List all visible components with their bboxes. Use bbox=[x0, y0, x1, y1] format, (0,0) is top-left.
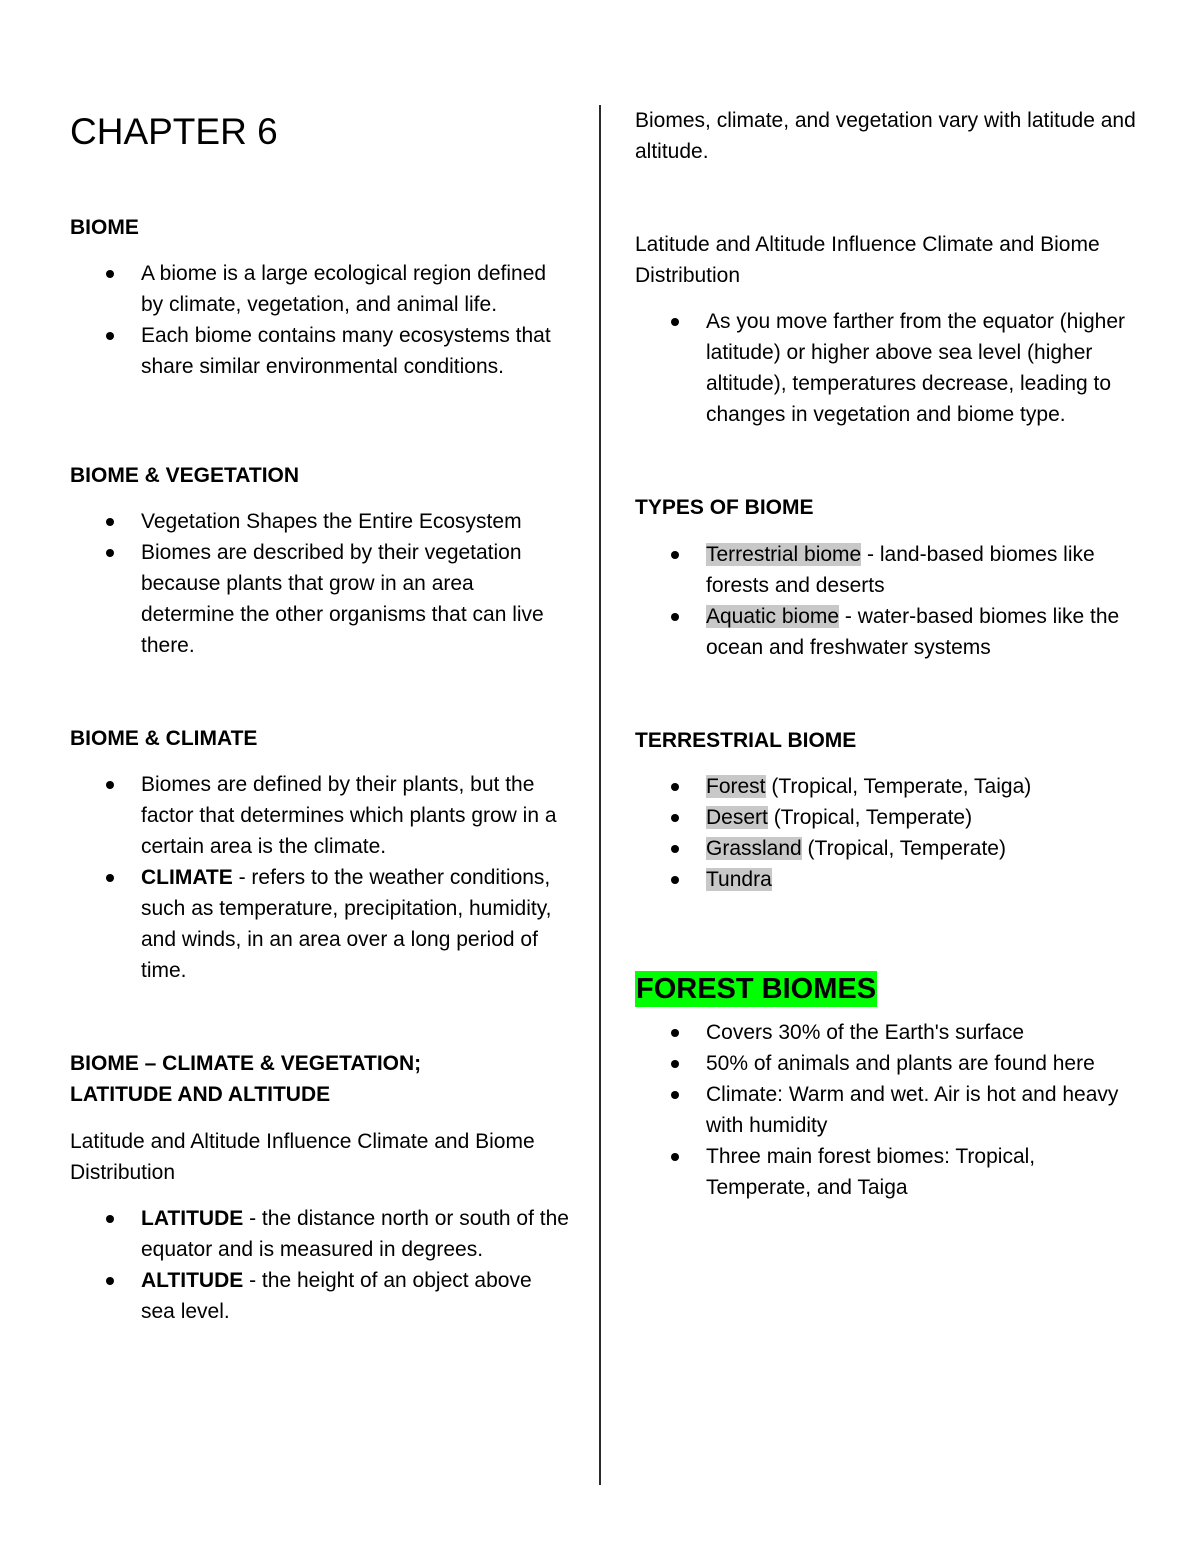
section-heading-climate-vegetation-line1: BIOME – CLIMATE & VEGETATION; bbox=[70, 1052, 422, 1075]
bullet-icon bbox=[671, 1153, 679, 1161]
bullet-icon bbox=[106, 549, 114, 557]
latitude-intro-text: Latitude and Altitude Influence Climate and Biome Distribution bbox=[70, 1130, 535, 1184]
list-item: Climate: Warm and wet. Air is hot and heavy with humidity bbox=[635, 1079, 1145, 1141]
list-item: Terrestrial biome - land-based biomes like forests and deserts bbox=[635, 539, 1145, 601]
bullet-icon bbox=[106, 518, 114, 526]
list-item: A biome is a large ecological region defined by climate, vegetation, and animal life. bbox=[70, 258, 570, 320]
bullet-icon bbox=[671, 783, 679, 791]
climate-list bbox=[70, 769, 570, 986]
latitude-list bbox=[70, 1203, 570, 1327]
term-aquatic-biome: Aquatic biome bbox=[706, 605, 840, 628]
section-heading-biome-climate: BIOME & CLIMATE bbox=[70, 727, 258, 750]
bullet-icon bbox=[671, 613, 679, 621]
section-heading-latitude-altitude-line2: LATITUDE AND ALTITUDE bbox=[70, 1083, 331, 1106]
term-desert: Desert bbox=[706, 806, 768, 829]
list-item: 50% of animals and plants are found here bbox=[635, 1048, 1145, 1079]
terrestrial-list bbox=[635, 771, 1145, 895]
list-item: ALTITUDE - the height of an object above sea level. bbox=[70, 1265, 570, 1327]
term-climate: CLIMATE bbox=[141, 866, 233, 889]
list-item: Desert (Tropical, Temperate) bbox=[635, 802, 1145, 833]
vegetation-list bbox=[70, 506, 570, 661]
list-item: Aquatic biome - water-based biomes like the ocean and freshwater systems bbox=[635, 601, 1145, 663]
latitude-altitude-heading: Latitude and Altitude Influence Climate and Biome Distribution bbox=[635, 233, 1100, 287]
term-latitude: LATITUDE bbox=[141, 1207, 244, 1230]
bullet-icon bbox=[671, 1060, 679, 1068]
variation-intro-text: Biomes, climate, and vegetation vary with latitude and altitude. bbox=[635, 109, 1136, 163]
term-altitude: ALTITUDE bbox=[141, 1269, 244, 1292]
bullet-icon bbox=[671, 845, 679, 853]
list-item bbox=[635, 864, 1145, 895]
bullet-icon bbox=[106, 270, 114, 278]
column-divider bbox=[599, 105, 601, 1485]
bullet-icon bbox=[106, 1277, 114, 1285]
forest-list bbox=[635, 1017, 1145, 1203]
bullet-icon bbox=[106, 874, 114, 882]
bullet-icon bbox=[671, 551, 679, 559]
section-heading-terrestrial-biome: TERRESTRIAL BIOME bbox=[635, 729, 857, 752]
bullet-icon bbox=[671, 1091, 679, 1099]
term-terrestrial-biome: Terrestrial biome bbox=[706, 543, 862, 566]
chapter-title: CHAPTER 6 bbox=[70, 111, 278, 152]
list-item: Vegetation Shapes the Entire Ecosystem bbox=[70, 506, 570, 537]
list-item: CLIMATE - refers to the weather conditions, such as temperature, precipitation, humidity, and winds, in an area over a long period of time. bbox=[70, 862, 570, 986]
latitude-effect-list bbox=[635, 306, 1145, 430]
bullet-icon bbox=[106, 781, 114, 789]
types-list bbox=[635, 539, 1145, 663]
list-item: As you move farther from the equator (higher latitude) or higher above sea level (higher altitude), temperatures decrease, leading to changes in vegetation and biome type. bbox=[635, 306, 1145, 430]
right-column bbox=[635, 100, 1145, 1203]
forest-biomes-heading: FOREST BIOMES bbox=[636, 973, 877, 1005]
list-item: Biomes are defined by their plants, but the factor that determines which plants grow in a certain area is the climate. bbox=[70, 769, 570, 862]
list-item: Three main forest biomes: Tropical, Temperate, and Taiga bbox=[635, 1141, 1145, 1203]
term-grassland: Grassland bbox=[706, 837, 802, 860]
bullet-icon bbox=[106, 332, 114, 340]
bullet-icon bbox=[671, 1029, 679, 1037]
bullet-icon bbox=[671, 876, 679, 884]
term-tundra: Tundra bbox=[706, 868, 772, 891]
section-heading-types-of-biome: TYPES OF BIOME bbox=[635, 496, 814, 519]
list-item: Forest (Tropical, Temperate, Taiga) bbox=[635, 771, 1145, 802]
section-heading-biome-vegetation: BIOME & VEGETATION bbox=[70, 464, 300, 487]
bullet-icon bbox=[106, 1215, 114, 1223]
list-item: Biomes are described by their vegetation because plants that grow in an area determine the other organisms that can live there. bbox=[70, 537, 570, 661]
list-item: Covers 30% of the Earth's surface bbox=[635, 1017, 1145, 1048]
bullet-icon bbox=[671, 318, 679, 326]
list-item: LATITUDE - the distance north or south of the equator and is measured in degrees. bbox=[70, 1203, 570, 1265]
term-forest: Forest bbox=[706, 775, 766, 798]
section-heading-biome: BIOME bbox=[70, 216, 139, 239]
left-column bbox=[70, 100, 570, 1327]
list-item: Grassland (Tropical, Temperate) bbox=[635, 833, 1145, 864]
bullet-icon bbox=[671, 814, 679, 822]
list-item: Each biome contains many ecosystems that share similar environmental conditions. bbox=[70, 320, 570, 382]
biome-list bbox=[70, 258, 570, 382]
